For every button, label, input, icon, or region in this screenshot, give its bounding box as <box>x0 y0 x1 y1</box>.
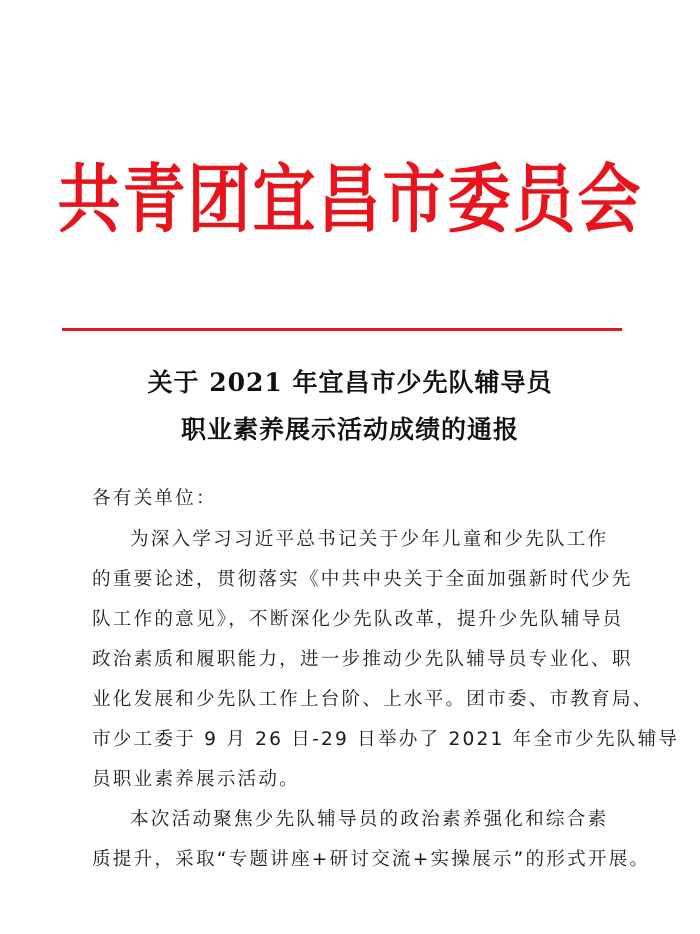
masthead-org-name: 共青团宜昌市委员会 <box>57 155 643 243</box>
masthead-red-rule <box>62 328 622 331</box>
paragraph-1-line-1: 为深入学习习近平总书记关于少年儿童和少先队工作 <box>130 529 609 550</box>
paragraph-2-line-1: 本次活动聚焦少先队辅导员的政治素养强化和综合素 <box>130 809 609 830</box>
document-title-line-2: 职业素养展示活动成绩的通报 <box>180 415 519 444</box>
document-title-line-1: 关于 2021 年宜昌市少先队辅导员 <box>147 368 553 397</box>
paragraph-1-line-6: 市少工委于 9 月 26 日-29 日举办了 2021 年全市少先队辅导 <box>92 729 680 750</box>
paragraph-2-line-2: 质提升，采取“专题讲座+研讨交流+实操展示”的形式开展。 <box>92 849 651 870</box>
salutation: 各有关单位： <box>92 488 217 509</box>
paragraph-1-line-4: 政治素质和履职能力，进一步推动少先队辅导员专业化、职 <box>92 649 633 670</box>
paragraph-1-line-5: 业化发展和少先队工作上台阶、上水平。团市委、市教育局、 <box>92 689 654 710</box>
paragraph-1-line-3: 队工作的意见》，不断深化少先队改革，提升少先队辅导员 <box>92 609 624 630</box>
paragraph-1-line-7: 员职业素养展示活动。 <box>92 769 300 790</box>
paragraph-1-line-2: 的重要论述，贯彻落实《中共中央关于全面加强新时代少先 <box>92 569 633 590</box>
